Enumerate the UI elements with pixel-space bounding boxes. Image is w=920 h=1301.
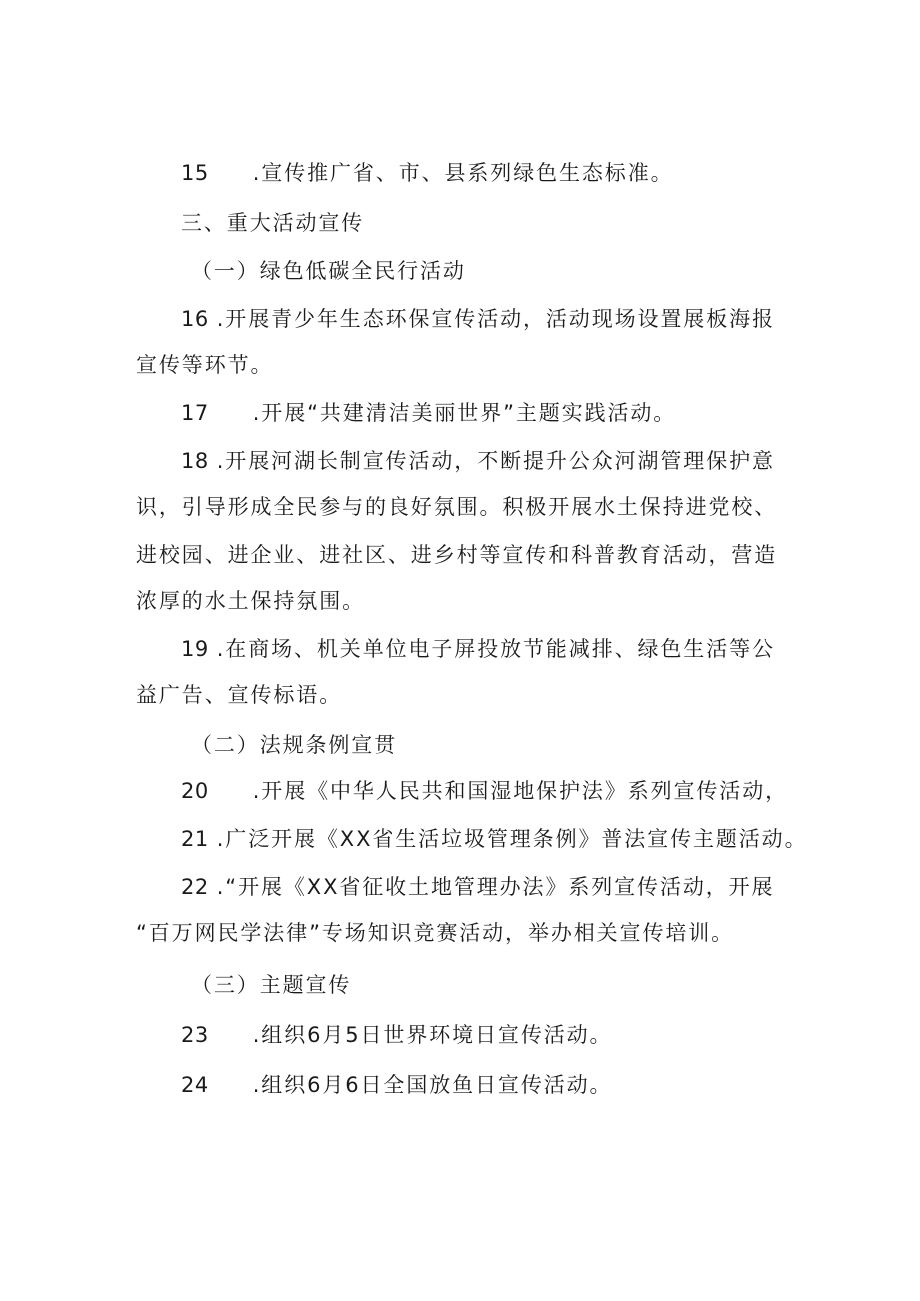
item-text: .在商场、机关单位电子屏投放节能减排、绿色生活等公 [216,637,775,661]
item-text: .宣传推广省、市、县系列绿色生态标准。 [252,161,674,185]
item-text: .开展《中华人民共和国湿地保护法》系列宣传活动， [252,779,789,803]
item-number: 19 [181,637,209,661]
item-number: 23 [181,1023,209,1047]
item-number: 17 [181,401,209,425]
item-20 [181,776,788,806]
item-16 [181,304,775,334]
item-text: .开展“共建清洁美丽世界”主题实践活动。 [252,401,677,425]
subsection-heading-2: （二）法规条例宣贯 [191,733,398,757]
item-text: .组织6月6日全国放鱼日宣传活动。 [252,1073,613,1097]
item-22-continuation: “百万网民学法律”专场知识竞赛活动，举办相关宣传培训。 [136,921,735,945]
item-number: 20 [181,779,209,803]
item-17 [181,398,676,428]
item-text: .广泛开展《XX省生活垃圾管理条例》普法宣传主题活动。 [216,827,808,851]
item-text: .开展河湖长制宣传活动，不断提升公众河湖管理保护意 [216,449,775,473]
item-19 [181,634,775,664]
subsection-heading-3: （三）主题宣传 [191,973,352,997]
item-number: 22 [181,875,209,899]
item-18-continuation: 识，引导形成全民参与的良好氛围。积极开展水土保持进党校、 [136,495,778,519]
item-18-continuation: 浓厚的水土保持氛围。 [136,589,365,613]
section-heading-3: 三、重大活动宣传 [181,211,365,235]
item-text: .“开展《XX省征收土地管理办法》系列宣传活动，开展 [216,875,775,899]
item-15 [181,158,674,188]
item-18-continuation: 进校园、进企业、进社区、进乡村等宣传和科普教育活动，营造 [136,543,778,567]
item-18 [181,446,775,476]
item-24 [181,1070,612,1100]
item-number: 24 [181,1073,209,1097]
item-23 [181,1020,612,1050]
item-text: .组织6月5日世界环境日宣传活动。 [252,1023,613,1047]
item-19-continuation: 益广告、宣传标语。 [136,683,343,707]
item-number: 18 [181,449,209,473]
item-number: 16 [181,307,209,331]
item-text: .开展青少年生态环保宣传活动，活动现场设置展板海报 [216,307,775,331]
item-number: 21 [181,827,209,851]
item-16-continuation: 宣传等环节。 [136,353,274,377]
item-number: 15 [181,161,209,185]
item-22 [181,872,774,902]
subsection-heading-1: （一）绿色低碳全民行活动 [191,259,466,283]
item-21 [181,824,807,854]
